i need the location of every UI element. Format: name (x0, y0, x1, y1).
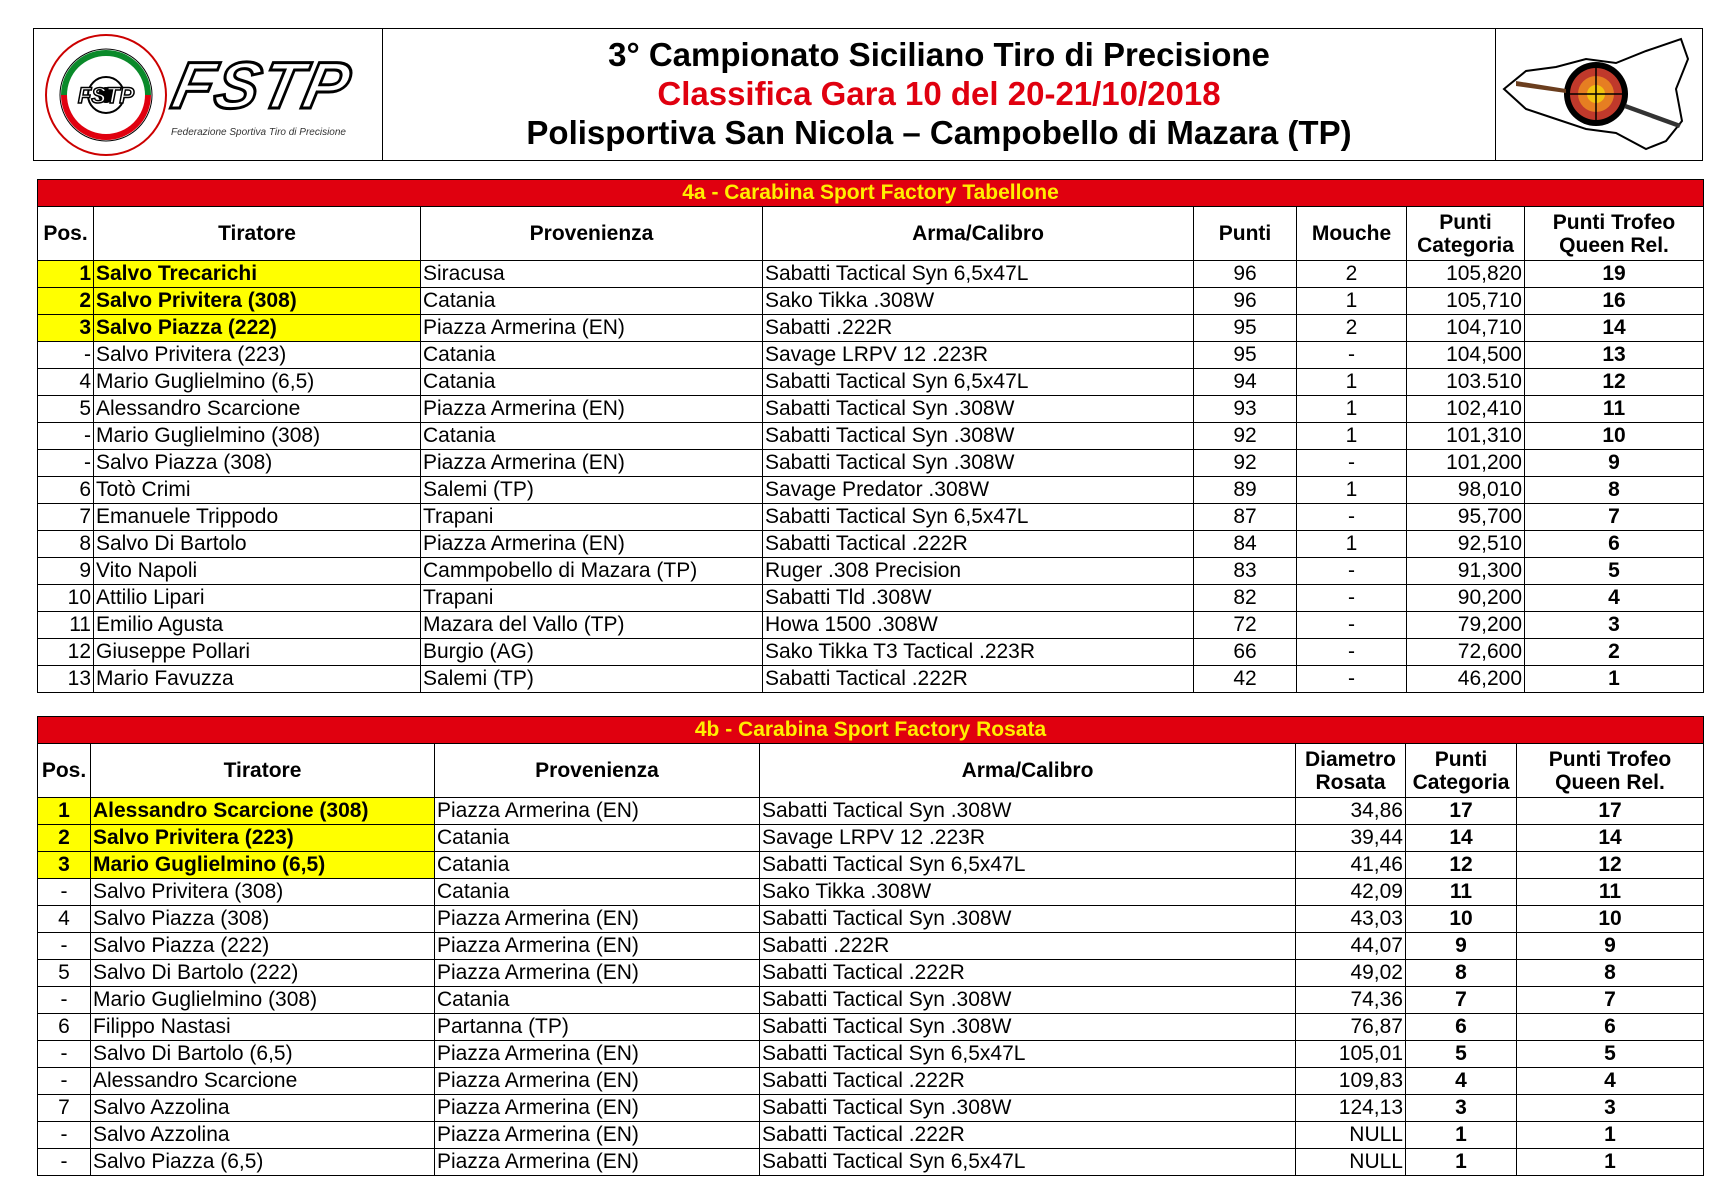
punti-categoria-cell: 105,820 (1407, 261, 1525, 288)
tiratore-cell: Mario Guglielmino (6,5) (91, 852, 435, 879)
tiratore-cell: Salvo Di Bartolo (222) (91, 960, 435, 987)
tiratore-cell: Mario Guglielmino (308) (94, 423, 421, 450)
provenienza-cell: Catania (435, 879, 760, 906)
punti-categoria-cell: 103.510 (1407, 369, 1525, 396)
arma-cell: Sabatti Tactical Syn .308W (763, 450, 1194, 477)
punti-cell: 89 (1194, 477, 1297, 504)
document-header (33, 28, 1703, 161)
table-row (38, 288, 1704, 315)
provenienza-cell: Piazza Armerina (EN) (421, 531, 763, 558)
diametro-rosata-cell: 124,13 (1296, 1095, 1406, 1122)
pos-cell: 4 (38, 369, 94, 396)
provenienza-cell: Partanna (TP) (435, 1014, 760, 1041)
punti-trofeo-cell: 10 (1525, 423, 1704, 450)
tiratore-cell: Attilio Lipari (94, 585, 421, 612)
provenienza-cell: Catania (421, 288, 763, 315)
mouche-cell: - (1297, 612, 1407, 639)
punti-cell: 95 (1194, 342, 1297, 369)
provenienza-cell: Piazza Armerina (EN) (435, 933, 760, 960)
punti-cell: 96 (1194, 261, 1297, 288)
arma-cell: Sabatti .222R (763, 315, 1194, 342)
arma-cell: Sabatti Tactical Syn 6,5x47L (760, 1041, 1296, 1068)
section-a-title: 4a - Carabina Sport Factory Tabellone (38, 180, 1704, 207)
mouche-cell: 1 (1297, 423, 1407, 450)
tiratore-cell: Salvo Piazza (6,5) (91, 1149, 435, 1176)
provenienza-cell: Piazza Armerina (EN) (421, 315, 763, 342)
arma-cell: Sabatti Tactical Syn .308W (760, 1014, 1296, 1041)
section-a-title-row (38, 180, 1704, 207)
pos-cell: 11 (38, 612, 94, 639)
diametro-rosata-cell: 42,09 (1296, 879, 1406, 906)
tiratore-cell: Alessandro Scarcione (94, 396, 421, 423)
punti-categoria-cell: 95,700 (1407, 504, 1525, 531)
sicily-map-logo (1495, 29, 1702, 160)
punti-trofeo-cell: 19 (1525, 261, 1704, 288)
diametro-rosata-cell: 76,87 (1296, 1014, 1406, 1041)
tiratore-cell: Emilio Agusta (94, 612, 421, 639)
mouche-cell: - (1297, 666, 1407, 693)
col-diametro-rosata: Diametro Rosata (1296, 744, 1406, 798)
arma-cell: Savage LRPV 12 .223R (763, 342, 1194, 369)
section-a-table (37, 179, 1704, 693)
tiratore-cell: Salvo Piazza (222) (94, 315, 421, 342)
punti-cell: 84 (1194, 531, 1297, 558)
col-punti-trofeo: Punti Trofeo Queen Rel. (1517, 744, 1704, 798)
table-row (38, 450, 1704, 477)
pos-cell: 5 (38, 396, 94, 423)
col-provenienza: Provenienza (435, 744, 760, 798)
table-row (38, 987, 1704, 1014)
arma-cell: Sabatti Tactical Syn .308W (760, 906, 1296, 933)
pos-cell: 1 (38, 261, 94, 288)
punti-categoria-cell: 101,310 (1407, 423, 1525, 450)
punti-categoria-cell: 46,200 (1407, 666, 1525, 693)
table-row (38, 477, 1704, 504)
punti-trofeo-cell: 1 (1517, 1149, 1704, 1176)
punti-categoria-cell: 9 (1406, 933, 1517, 960)
provenienza-cell: Piazza Armerina (EN) (435, 1095, 760, 1122)
table-row (38, 1122, 1704, 1149)
punti-categoria-cell: 12 (1406, 852, 1517, 879)
punti-categoria-cell: 91,300 (1407, 558, 1525, 585)
table-row (38, 1041, 1704, 1068)
punti-categoria-cell: 11 (1406, 879, 1517, 906)
diametro-rosata-cell: 105,01 (1296, 1041, 1406, 1068)
tiratore-cell: Salvo Privitera (308) (94, 288, 421, 315)
punti-categoria-cell: 10 (1406, 906, 1517, 933)
diametro-rosata-cell: 41,46 (1296, 852, 1406, 879)
punti-trofeo-cell: 4 (1525, 585, 1704, 612)
mouche-cell: - (1297, 342, 1407, 369)
punti-trofeo-cell: 1 (1525, 666, 1704, 693)
provenienza-cell: Burgio (AG) (421, 639, 763, 666)
punti-trofeo-cell: 7 (1525, 504, 1704, 531)
arma-cell: Sabatti Tactical Syn 6,5x47L (763, 261, 1194, 288)
diametro-rosata-cell: 39,44 (1296, 825, 1406, 852)
punti-cell: 72 (1194, 612, 1297, 639)
tiratore-cell: Salvo Azzolina (91, 1122, 435, 1149)
tiratore-cell: Mario Favuzza (94, 666, 421, 693)
punti-categoria-cell: 5 (1406, 1041, 1517, 1068)
punti-cell: 66 (1194, 639, 1297, 666)
punti-categoria-cell: 98,010 (1407, 477, 1525, 504)
mouche-cell: - (1297, 504, 1407, 531)
pos-cell: 2 (38, 825, 91, 852)
arma-cell: Sabatti Tactical Syn .308W (760, 1095, 1296, 1122)
punti-trofeo-cell: 14 (1525, 315, 1704, 342)
section-b-title: 4b - Carabina Sport Factory Rosata (38, 717, 1704, 744)
punti-categoria-cell: 104,710 (1407, 315, 1525, 342)
punti-cell: 87 (1194, 504, 1297, 531)
table-row (38, 1014, 1704, 1041)
sicily-map-icon (1496, 29, 1700, 160)
provenienza-cell: Piazza Armerina (EN) (435, 1149, 760, 1176)
punti-categoria-cell: 105,710 (1407, 288, 1525, 315)
pos-cell: - (38, 1041, 91, 1068)
col-pos: Pos. (38, 207, 94, 261)
provenienza-cell: Piazza Armerina (EN) (435, 1068, 760, 1095)
tiratore-cell: Salvo Privitera (223) (94, 342, 421, 369)
punti-cell: 83 (1194, 558, 1297, 585)
provenienza-cell: Catania (435, 987, 760, 1014)
mouche-cell: 1 (1297, 531, 1407, 558)
pos-cell: - (38, 987, 91, 1014)
arma-cell: Sabatti Tactical Syn 6,5x47L (760, 1149, 1296, 1176)
punti-categoria-cell: 79,200 (1407, 612, 1525, 639)
mouche-cell: 1 (1297, 288, 1407, 315)
table-row (38, 906, 1704, 933)
table-row (38, 612, 1704, 639)
pos-cell: 8 (38, 531, 94, 558)
col-tiratore: Tiratore (91, 744, 435, 798)
ranking-title: Classifica Gara 10 del 20-21/10/2018 (657, 75, 1221, 112)
arma-cell: Sabatti Tactical Syn .308W (763, 423, 1194, 450)
arma-cell: Sabatti Tactical Syn .308W (763, 396, 1194, 423)
tiratore-cell: Totò Crimi (94, 477, 421, 504)
provenienza-cell: Catania (421, 342, 763, 369)
col-tiratore: Tiratore (94, 207, 421, 261)
tiratore-cell: Salvo Trecarichi (94, 261, 421, 288)
mouche-cell: 1 (1297, 477, 1407, 504)
punti-trofeo-cell: 6 (1517, 1014, 1704, 1041)
title-block (382, 29, 1496, 160)
provenienza-cell: Piazza Armerina (EN) (421, 396, 763, 423)
provenienza-cell: Piazza Armerina (EN) (435, 960, 760, 987)
diametro-rosata-cell: NULL (1296, 1149, 1406, 1176)
punti-trofeo-cell: 11 (1525, 396, 1704, 423)
col-arma: Arma/Calibro (760, 744, 1296, 798)
table-row (38, 933, 1704, 960)
diametro-rosata-cell: 43,03 (1296, 906, 1406, 933)
diametro-rosata-cell: NULL (1296, 1122, 1406, 1149)
punti-categoria-cell: 72,600 (1407, 639, 1525, 666)
punti-categoria-cell: 104,500 (1407, 342, 1525, 369)
punti-trofeo-cell: 16 (1525, 288, 1704, 315)
diametro-rosata-cell: 109,83 (1296, 1068, 1406, 1095)
tiratore-cell: Mario Guglielmino (6,5) (94, 369, 421, 396)
table-row (38, 423, 1704, 450)
pos-cell: 7 (38, 504, 94, 531)
punti-trofeo-cell: 13 (1525, 342, 1704, 369)
tiratore-cell: Alessandro Scarcione (91, 1068, 435, 1095)
punti-trofeo-cell: 14 (1517, 825, 1704, 852)
championship-title: 3° Campionato Siciliano Tiro di Precisione (608, 36, 1270, 73)
arma-cell: Savage LRPV 12 .223R (760, 825, 1296, 852)
punti-trofeo-cell: 12 (1517, 852, 1704, 879)
punti-trofeo-cell: 5 (1517, 1041, 1704, 1068)
punti-cell: 42 (1194, 666, 1297, 693)
col-punti-categoria: Punti Categoria (1406, 744, 1517, 798)
diametro-rosata-cell: 49,02 (1296, 960, 1406, 987)
provenienza-cell: Trapani (421, 504, 763, 531)
pos-cell: 10 (38, 585, 94, 612)
arma-cell: Howa 1500 .308W (763, 612, 1194, 639)
table-row (38, 315, 1704, 342)
arma-cell: Sako Tikka .308W (760, 879, 1296, 906)
table-row (38, 825, 1704, 852)
table-row (38, 666, 1704, 693)
arma-cell: Sabatti Tactical .222R (763, 666, 1194, 693)
arma-cell: Sabatti Tld .308W (763, 585, 1194, 612)
punti-trofeo-cell: 2 (1525, 639, 1704, 666)
tiratore-cell: Salvo Privitera (223) (91, 825, 435, 852)
col-mouche: Mouche (1297, 207, 1407, 261)
pos-cell: 13 (38, 666, 94, 693)
pos-cell: - (38, 1149, 91, 1176)
fstp-wordmark: FSTP (166, 48, 359, 122)
punti-trofeo-cell: 9 (1517, 933, 1704, 960)
punti-categoria-cell: 8 (1406, 960, 1517, 987)
punti-trofeo-cell: 7 (1517, 987, 1704, 1014)
punti-trofeo-cell: 1 (1517, 1122, 1704, 1149)
pos-cell: 1 (38, 798, 91, 825)
punti-trofeo-cell: 6 (1525, 531, 1704, 558)
tiratore-cell: Salvo Di Bartolo (94, 531, 421, 558)
pos-cell: 4 (38, 906, 91, 933)
pos-cell: - (38, 423, 94, 450)
pos-cell: - (38, 342, 94, 369)
pos-cell: 5 (38, 960, 91, 987)
table-row (38, 531, 1704, 558)
table-row (38, 369, 1704, 396)
table-row (38, 585, 1704, 612)
pos-cell: - (38, 879, 91, 906)
arma-cell: Sabatti Tactical Syn .308W (760, 987, 1296, 1014)
col-punti-categoria: Punti Categoria (1407, 207, 1525, 261)
punti-cell: 93 (1194, 396, 1297, 423)
diametro-rosata-cell: 44,07 (1296, 933, 1406, 960)
provenienza-cell: Salemi (TP) (421, 666, 763, 693)
fstp-subtitle: Federazione Sportiva Tiro di Precisione (171, 127, 346, 138)
punti-cell: 82 (1194, 585, 1297, 612)
mouche-cell: - (1297, 450, 1407, 477)
provenienza-cell: Catania (421, 369, 763, 396)
table-row (38, 798, 1704, 825)
tiratore-cell: Salvo Azzolina (91, 1095, 435, 1122)
arma-cell: Sako Tikka T3 Tactical .223R (763, 639, 1194, 666)
arma-cell: Sabatti Tactical .222R (760, 1068, 1296, 1095)
punti-cell: 92 (1194, 450, 1297, 477)
table-row (38, 504, 1704, 531)
tiratore-cell: Vito Napoli (94, 558, 421, 585)
section-b-header-row (38, 744, 1704, 798)
punti-trofeo-cell: 3 (1517, 1095, 1704, 1122)
punti-categoria-cell: 101,200 (1407, 450, 1525, 477)
section-b-title-row (38, 717, 1704, 744)
table-row (38, 1095, 1704, 1122)
arma-cell: Savage Predator .308W (763, 477, 1194, 504)
tiratore-cell: Salvo Piazza (308) (94, 450, 421, 477)
arma-cell: Ruger .308 Precision (763, 558, 1194, 585)
col-pos: Pos. (38, 744, 91, 798)
section-b-table (37, 716, 1704, 1176)
pos-cell: 7 (38, 1095, 91, 1122)
col-punti-trofeo: Punti Trofeo Queen Rel. (1525, 207, 1704, 261)
provenienza-cell: Salemi (TP) (421, 477, 763, 504)
provenienza-cell: Catania (421, 423, 763, 450)
table-row (38, 852, 1704, 879)
mouche-cell: - (1297, 585, 1407, 612)
mouche-cell: 1 (1297, 369, 1407, 396)
punti-trofeo-cell: 5 (1525, 558, 1704, 585)
pos-cell: 6 (38, 1014, 91, 1041)
pos-cell: - (38, 450, 94, 477)
arma-cell: Sabatti Tactical .222R (760, 960, 1296, 987)
punti-trofeo-cell: 8 (1517, 960, 1704, 987)
tiratore-cell: Filippo Nastasi (91, 1014, 435, 1041)
diametro-rosata-cell: 34,86 (1296, 798, 1406, 825)
table-row (38, 639, 1704, 666)
col-provenienza: Provenienza (421, 207, 763, 261)
provenienza-cell: Piazza Armerina (EN) (435, 798, 760, 825)
punti-cell: 96 (1194, 288, 1297, 315)
table-row (38, 960, 1704, 987)
tiratore-cell: Salvo Piazza (308) (91, 906, 435, 933)
arma-cell: Sabatti .222R (760, 933, 1296, 960)
punti-trofeo-cell: 11 (1517, 879, 1704, 906)
table-row (38, 261, 1704, 288)
table-row (38, 558, 1704, 585)
diametro-rosata-cell: 74,36 (1296, 987, 1406, 1014)
arma-cell: Sabatti Tactical Syn 6,5x47L (760, 852, 1296, 879)
punti-trofeo-cell: 17 (1517, 798, 1704, 825)
tiratore-cell: Giuseppe Pollari (94, 639, 421, 666)
arma-cell: Sabatti Tactical Syn 6,5x47L (763, 504, 1194, 531)
provenienza-cell: Catania (435, 852, 760, 879)
punti-trofeo-cell: 4 (1517, 1068, 1704, 1095)
table-row (38, 342, 1704, 369)
pos-cell: - (38, 1122, 91, 1149)
tiratore-cell: Salvo Piazza (222) (91, 933, 435, 960)
punti-cell: 94 (1194, 369, 1297, 396)
punti-categoria-cell: 102,410 (1407, 396, 1525, 423)
mouche-cell: - (1297, 639, 1407, 666)
tiratore-cell: Salvo Di Bartolo (6,5) (91, 1041, 435, 1068)
provenienza-cell: Mazara del Vallo (TP) (421, 612, 763, 639)
punti-categoria-cell: 17 (1406, 798, 1517, 825)
pos-cell: 3 (38, 315, 94, 342)
arma-cell: Sabatti Tactical .222R (760, 1122, 1296, 1149)
punti-cell: 92 (1194, 423, 1297, 450)
arma-cell: Sako Tikka .308W (763, 288, 1194, 315)
tiratore-cell: Salvo Privitera (308) (91, 879, 435, 906)
punti-categoria-cell: 1 (1406, 1122, 1517, 1149)
section-a-header-row (38, 207, 1704, 261)
pos-cell: 12 (38, 639, 94, 666)
provenienza-cell: Cammpobello di Mazara (TP) (421, 558, 763, 585)
punti-trofeo-cell: 12 (1525, 369, 1704, 396)
punti-categoria-cell: 7 (1406, 987, 1517, 1014)
fstp-logo (34, 29, 383, 160)
provenienza-cell: Piazza Armerina (EN) (435, 1122, 760, 1149)
arma-cell: Sabatti Tactical Syn 6,5x47L (763, 369, 1194, 396)
punti-categoria-cell: 4 (1406, 1068, 1517, 1095)
provenienza-cell: Catania (435, 825, 760, 852)
punti-categoria-cell: 1 (1406, 1149, 1517, 1176)
pos-cell: - (38, 1068, 91, 1095)
punti-trofeo-cell: 9 (1525, 450, 1704, 477)
table-row (38, 396, 1704, 423)
punti-categoria-cell: 6 (1406, 1014, 1517, 1041)
fstp-seal-icon (34, 29, 184, 160)
punti-categoria-cell: 3 (1406, 1095, 1517, 1122)
col-punti: Punti (1194, 207, 1297, 261)
svg-text:FSTP: FSTP (77, 83, 135, 108)
mouche-cell: 2 (1297, 315, 1407, 342)
pos-cell: - (38, 933, 91, 960)
table-row (38, 1068, 1704, 1095)
punti-categoria-cell: 14 (1406, 825, 1517, 852)
table-row (38, 879, 1704, 906)
pos-cell: 9 (38, 558, 94, 585)
table-row (38, 1149, 1704, 1176)
pos-cell: 3 (38, 852, 91, 879)
punti-trofeo-cell: 10 (1517, 906, 1704, 933)
punti-trofeo-cell: 8 (1525, 477, 1704, 504)
provenienza-cell: Siracusa (421, 261, 763, 288)
tiratore-cell: Alessandro Scarcione (308) (91, 798, 435, 825)
mouche-cell: - (1297, 558, 1407, 585)
mouche-cell: 2 (1297, 261, 1407, 288)
provenienza-cell: Trapani (421, 585, 763, 612)
tiratore-cell: Mario Guglielmino (308) (91, 987, 435, 1014)
punti-categoria-cell: 92,510 (1407, 531, 1525, 558)
punti-trofeo-cell: 3 (1525, 612, 1704, 639)
arma-cell: Sabatti Tactical Syn .308W (760, 798, 1296, 825)
punti-categoria-cell: 90,200 (1407, 585, 1525, 612)
pos-cell: 6 (38, 477, 94, 504)
provenienza-cell: Piazza Armerina (EN) (435, 1041, 760, 1068)
provenienza-cell: Piazza Armerina (EN) (421, 450, 763, 477)
tiratore-cell: Emanuele Trippodo (94, 504, 421, 531)
provenienza-cell: Piazza Armerina (EN) (435, 906, 760, 933)
arma-cell: Sabatti Tactical .222R (763, 531, 1194, 558)
punti-cell: 95 (1194, 315, 1297, 342)
mouche-cell: 1 (1297, 396, 1407, 423)
col-arma: Arma/Calibro (763, 207, 1194, 261)
pos-cell: 2 (38, 288, 94, 315)
venue-title: Polisportiva San Nicola – Campobello di Mazara (TP) (526, 114, 1352, 151)
